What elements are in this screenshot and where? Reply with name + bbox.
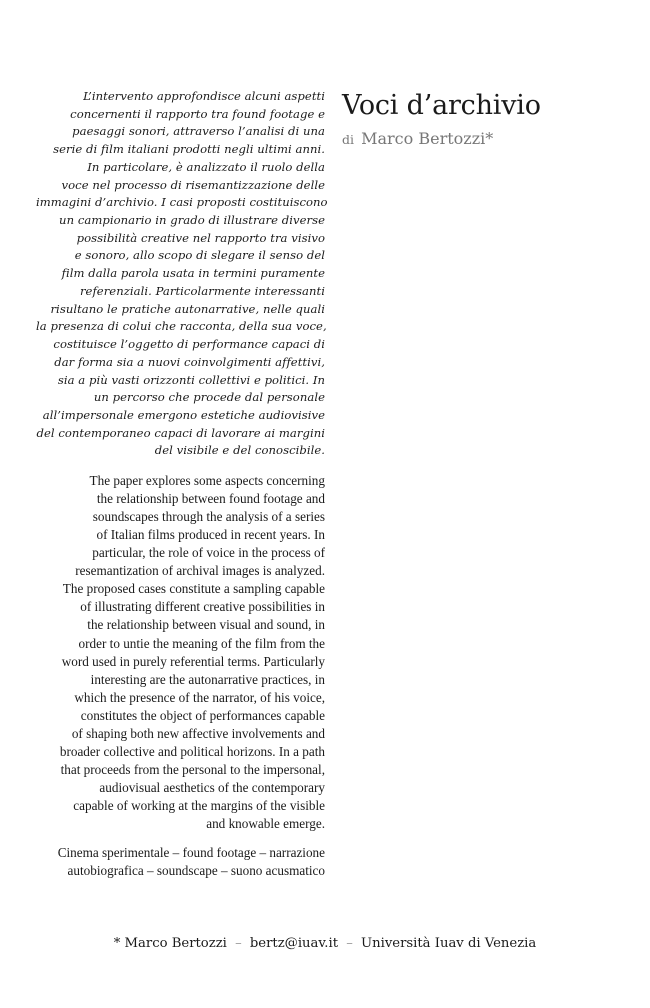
author-footnote — [0, 935, 650, 953]
text-line: the relationship between found footage and — [96, 491, 325, 507]
text-line: del contemporaneo capaci di lavorare ai margini — [36, 425, 325, 440]
text-line: paesaggi sonori, attraverso l’analisi di una — [72, 124, 325, 139]
text-line: of shaping both new affective involvements and — [71, 725, 325, 741]
footnote-separator: – — [235, 936, 242, 951]
abstract-column — [36, 88, 328, 880]
abstract-italian — [36, 88, 328, 460]
text-line: Cinema sperimentale – found footage – narrazione — [57, 845, 325, 861]
author-name: Marco Bertozzi* — [361, 129, 494, 148]
text-line: serie di film italiani prodotti negli ultimi anni. — [53, 142, 325, 157]
text-line: capable of working at the margins of the visible — [73, 797, 325, 813]
byline-prefix: di — [342, 132, 354, 147]
byline — [342, 128, 541, 151]
text-line: un percorso che procede dal personale — [93, 390, 325, 405]
text-line: immagini d’archivio. I casi proposti costituiscono — [36, 195, 328, 210]
text-line: risultano le pratiche autonarrative, nelle quali — [50, 301, 325, 316]
text-line: la presenza di colui che racconta, della sua voce, — [36, 319, 327, 334]
text-line: particular, the role of voice in the process of — [92, 545, 325, 561]
text-line: The proposed cases constitute a sampling capable — [62, 581, 325, 597]
text-line: dar forma sia a nuovi coinvolgimenti affettivi, — [54, 354, 325, 369]
text-line: concernenti il rapporto tra found footage e — [70, 106, 325, 121]
footnote-author: * Marco Bertozzi — [113, 936, 227, 951]
text-line: del visibile e del conoscibile. — [154, 443, 325, 458]
keywords — [36, 844, 325, 880]
text-line: that proceeds from the personal to the impersonal, — [60, 761, 325, 777]
abstract-english — [36, 472, 325, 833]
text-line: word used in purely referential terms. Particularly — [61, 653, 325, 669]
text-line: film dalla parola usata in termini puramente — [61, 266, 325, 281]
author-affiliation: Università Iuav di Venezia — [361, 936, 537, 951]
text-line: constitutes the object of performances capable — [80, 707, 325, 723]
text-line: soundscapes through the analysis of a series — [92, 509, 325, 525]
text-line: In particolare, è analizzato il ruolo della — [87, 159, 325, 174]
title-block — [342, 88, 541, 151]
text-line: interesting are the autonarrative practices, in — [90, 671, 325, 687]
text-line: voce nel processo di risemantizzazione delle — [61, 177, 325, 192]
text-line: sia a più vasti orizzonti collettivi e politici. In — [57, 372, 325, 387]
footnote-separator: – — [346, 936, 353, 951]
article-title: Voci d’archivio — [342, 90, 541, 121]
text-line: un campionario in grado di illustrare diverse — [59, 213, 325, 228]
text-line: which the presence of the narrator, of his voice, — [74, 689, 325, 705]
text-line: all’impersonale emergono estetiche audiovisive — [42, 407, 325, 422]
text-line: audiovisual aesthetics of the contemporary — [99, 779, 325, 795]
text-line: referenziali. Particolarmente interessanti — [79, 283, 325, 298]
text-line: of Italian films produced in recent years. In — [96, 527, 325, 543]
text-line: the relationship between visual and sound, in — [87, 617, 325, 633]
text-line: resemantization of archival images is analyzed. — [75, 563, 325, 579]
text-line: costituisce l’oggetto di performance capaci di — [53, 337, 325, 352]
text-line: The paper explores some aspects concerning — [89, 473, 325, 489]
text-line: possibilità creative nel rapporto tra visivo — [76, 230, 325, 245]
text-line: autobiografica – soundscape – suono acusmatico — [67, 863, 325, 879]
text-line: and knowable emerge. — [206, 815, 325, 831]
text-line: order to untie the meaning of the film from the — [78, 635, 325, 651]
text-line: L’intervento approfondisce alcuni aspetti — [83, 89, 325, 103]
text-line: e sonoro, allo scopo di slegare il senso del — [74, 248, 325, 263]
author-email[interactable]: bertz@iuav.it — [249, 936, 339, 951]
text-line: of illustrating different creative possibilities in — [80, 599, 325, 615]
text-line: broader collective and political horizons. In a path — [59, 743, 325, 759]
